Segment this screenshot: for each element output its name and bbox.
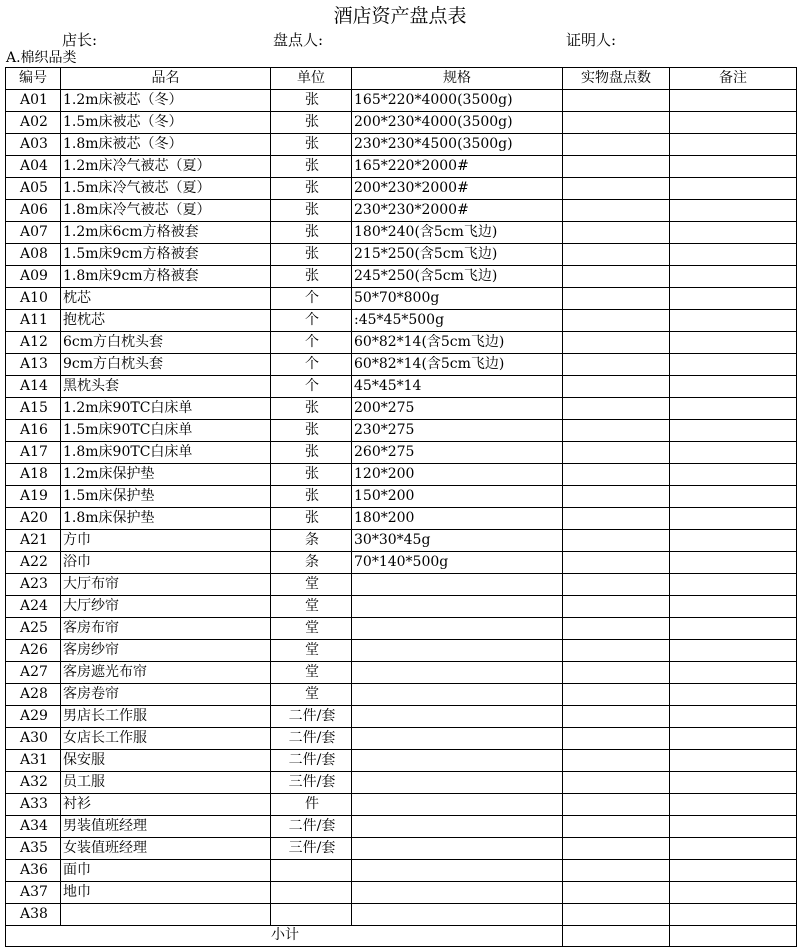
item-note-cell[interactable] <box>670 134 797 156</box>
item-note-cell[interactable] <box>670 354 797 376</box>
item-spec: 120*200 <box>352 464 563 486</box>
item-name: 客房卷帘 <box>61 684 271 706</box>
item-unit: 堂 <box>271 596 352 618</box>
item-count-cell[interactable] <box>563 464 670 486</box>
item-spec: 245*250(含5cm飞边) <box>352 266 563 288</box>
subtotal-row <box>6 926 797 947</box>
item-spec: :45*45*500g <box>352 310 563 332</box>
item-note-cell[interactable] <box>670 882 797 904</box>
table-row <box>6 244 797 266</box>
item-code: A23 <box>6 574 61 596</box>
item-unit: 张 <box>271 200 352 222</box>
item-spec: 215*250(含5cm飞边) <box>352 244 563 266</box>
item-unit: 张 <box>271 486 352 508</box>
item-spec <box>352 640 563 662</box>
item-code: A12 <box>6 332 61 354</box>
table-row <box>6 376 797 398</box>
item-code: A10 <box>6 288 61 310</box>
table-row <box>6 420 797 442</box>
table-row <box>6 640 797 662</box>
item-name: 枕芯 <box>61 288 271 310</box>
item-count-cell[interactable] <box>563 112 670 134</box>
item-spec <box>352 794 563 816</box>
item-code: A26 <box>6 640 61 662</box>
item-code: A07 <box>6 222 61 244</box>
subtotal-label: 小计 <box>6 926 563 947</box>
subtotal-count-cell[interactable] <box>563 926 670 947</box>
item-code: A34 <box>6 816 61 838</box>
item-name: 6cm方白枕头套 <box>61 332 271 354</box>
item-spec: 165*220*2000# <box>352 156 563 178</box>
item-unit: 张 <box>271 134 352 156</box>
item-code: A17 <box>6 442 61 464</box>
item-name: 大厅纱帘 <box>61 596 271 618</box>
item-spec <box>352 684 563 706</box>
table-row <box>6 552 797 574</box>
table-row <box>6 618 797 640</box>
item-name: 1.5m床冷气被芯（夏） <box>61 178 271 200</box>
item-code: A21 <box>6 530 61 552</box>
item-note-cell[interactable] <box>670 156 797 178</box>
table-row <box>6 574 797 596</box>
item-spec <box>352 816 563 838</box>
table-row <box>6 266 797 288</box>
table-row <box>6 662 797 684</box>
item-count-cell[interactable] <box>563 486 670 508</box>
item-code: A22 <box>6 552 61 574</box>
item-note-cell[interactable] <box>670 750 797 772</box>
item-name: 男装值班经理 <box>61 816 271 838</box>
header-name: 品名 <box>61 68 271 90</box>
table-row <box>6 838 797 860</box>
table-row <box>6 860 797 882</box>
subtotal-note-cell[interactable] <box>670 926 797 947</box>
item-count-cell[interactable] <box>563 332 670 354</box>
item-note-cell[interactable] <box>670 486 797 508</box>
item-note-cell[interactable] <box>670 530 797 552</box>
item-code: A06 <box>6 200 61 222</box>
item-name: 女店长工作服 <box>61 728 271 750</box>
item-spec <box>352 706 563 728</box>
item-note-cell[interactable] <box>670 244 797 266</box>
item-count-cell[interactable] <box>563 662 670 684</box>
item-count-cell[interactable] <box>563 640 670 662</box>
header-spec: 规格 <box>352 68 563 90</box>
item-unit: 二件/套 <box>271 728 352 750</box>
item-count-cell[interactable] <box>563 618 670 640</box>
item-note-cell[interactable] <box>670 816 797 838</box>
item-spec: 60*82*14(含5cm飞边) <box>352 354 563 376</box>
item-count-cell[interactable] <box>563 794 670 816</box>
item-count-cell[interactable] <box>563 684 670 706</box>
item-name: 保安服 <box>61 750 271 772</box>
item-code: A29 <box>6 706 61 728</box>
item-spec: 70*140*500g <box>352 552 563 574</box>
item-spec <box>352 574 563 596</box>
item-code: A38 <box>6 904 61 926</box>
item-count-cell[interactable] <box>563 420 670 442</box>
table-row <box>6 134 797 156</box>
item-count-cell[interactable] <box>563 376 670 398</box>
item-note-cell[interactable] <box>670 376 797 398</box>
item-unit: 张 <box>271 112 352 134</box>
item-count-cell[interactable] <box>563 772 670 794</box>
item-unit: 条 <box>271 530 352 552</box>
item-note-cell[interactable] <box>670 596 797 618</box>
item-count-cell[interactable] <box>563 816 670 838</box>
item-code: A30 <box>6 728 61 750</box>
item-note-cell[interactable] <box>670 200 797 222</box>
item-unit: 张 <box>271 178 352 200</box>
inventory-table <box>5 67 797 947</box>
header-unit: 单位 <box>271 68 352 90</box>
item-name: 员工服 <box>61 772 271 794</box>
item-name: 1.8m床90TC白床单 <box>61 442 271 464</box>
item-unit: 张 <box>271 90 352 112</box>
item-spec: 230*275 <box>352 420 563 442</box>
item-note-cell[interactable] <box>670 728 797 750</box>
item-spec <box>352 728 563 750</box>
item-name: 抱枕芯 <box>61 310 271 332</box>
item-count-cell[interactable] <box>563 728 670 750</box>
item-name: 客房布帘 <box>61 618 271 640</box>
item-spec <box>352 618 563 640</box>
item-count-cell[interactable] <box>563 244 670 266</box>
item-code: A04 <box>6 156 61 178</box>
table-row <box>6 530 797 552</box>
item-note-cell[interactable] <box>670 838 797 860</box>
item-name: 地巾 <box>61 882 271 904</box>
item-code: A28 <box>6 684 61 706</box>
item-code: A02 <box>6 112 61 134</box>
table-row <box>6 112 797 134</box>
item-unit: 堂 <box>271 684 352 706</box>
item-spec: 50*70*800g <box>352 288 563 310</box>
item-count-cell[interactable] <box>563 266 670 288</box>
item-note-cell[interactable] <box>670 310 797 332</box>
item-count-cell[interactable] <box>563 904 670 926</box>
item-count-cell[interactable] <box>563 882 670 904</box>
item-spec: 45*45*14 <box>352 376 563 398</box>
item-note-cell[interactable] <box>670 222 797 244</box>
item-spec: 180*240(含5cm飞边) <box>352 222 563 244</box>
item-count-cell[interactable] <box>563 442 670 464</box>
item-count-cell[interactable] <box>563 750 670 772</box>
item-unit: 张 <box>271 508 352 530</box>
item-unit: 堂 <box>271 640 352 662</box>
item-note-cell[interactable] <box>670 860 797 882</box>
item-note-cell[interactable] <box>670 464 797 486</box>
item-spec: 260*275 <box>352 442 563 464</box>
item-note-cell[interactable] <box>670 618 797 640</box>
item-unit: 张 <box>271 464 352 486</box>
item-spec <box>352 882 563 904</box>
item-code: A25 <box>6 618 61 640</box>
item-code: A11 <box>6 310 61 332</box>
table-row <box>6 882 797 904</box>
sheet-title: 酒店资产盘点表 <box>333 5 467 27</box>
item-name: 1.5m床90TC白床单 <box>61 420 271 442</box>
table-row <box>6 442 797 464</box>
item-code: A27 <box>6 662 61 684</box>
item-unit: 张 <box>271 222 352 244</box>
table-row <box>6 706 797 728</box>
item-name: 1.8m床冷气被芯（夏） <box>61 200 271 222</box>
item-unit: 三件/套 <box>271 772 352 794</box>
item-code: A16 <box>6 420 61 442</box>
item-note-cell[interactable] <box>670 332 797 354</box>
item-unit: 个 <box>271 354 352 376</box>
table-row <box>6 772 797 794</box>
item-unit <box>271 904 352 926</box>
item-count-cell[interactable] <box>563 134 670 156</box>
item-spec: 200*275 <box>352 398 563 420</box>
item-code: A35 <box>6 838 61 860</box>
item-count-cell[interactable] <box>563 860 670 882</box>
item-name: 客房遮光布帘 <box>61 662 271 684</box>
item-name: 1.8m床被芯（冬） <box>61 134 271 156</box>
item-count-cell[interactable] <box>563 222 670 244</box>
item-name: 1.2m床90TC白床单 <box>61 398 271 420</box>
table-row <box>6 332 797 354</box>
item-spec: 200*230*4000(3500g) <box>352 112 563 134</box>
header-note: 备注 <box>670 68 797 90</box>
item-note-cell[interactable] <box>670 552 797 574</box>
item-code: A37 <box>6 882 61 904</box>
item-name: 1.5m床保护垫 <box>61 486 271 508</box>
item-spec: 165*220*4000(3500g) <box>352 90 563 112</box>
item-name <box>61 904 271 926</box>
item-note-cell[interactable] <box>670 288 797 310</box>
item-unit: 张 <box>271 156 352 178</box>
item-code: A36 <box>6 860 61 882</box>
item-name: 男店长工作服 <box>61 706 271 728</box>
item-unit: 个 <box>271 288 352 310</box>
item-unit: 个 <box>271 332 352 354</box>
item-count-cell[interactable] <box>563 200 670 222</box>
item-count-cell[interactable] <box>563 310 670 332</box>
item-code: A14 <box>6 376 61 398</box>
item-spec <box>352 596 563 618</box>
item-code: A24 <box>6 596 61 618</box>
table-row <box>6 508 797 530</box>
item-note-cell[interactable] <box>670 508 797 530</box>
item-spec: 200*230*2000# <box>352 178 563 200</box>
item-unit: 二件/套 <box>271 750 352 772</box>
item-spec: 230*230*2000# <box>352 200 563 222</box>
item-unit: 三件/套 <box>271 838 352 860</box>
item-spec: 150*200 <box>352 486 563 508</box>
table-row <box>6 398 797 420</box>
item-name: 客房纱帘 <box>61 640 271 662</box>
item-unit: 张 <box>271 442 352 464</box>
header-row <box>6 68 797 90</box>
table-row <box>6 816 797 838</box>
section-label: A.棉织品类 <box>6 50 77 66</box>
item-note-cell[interactable] <box>670 640 797 662</box>
item-unit: 个 <box>271 376 352 398</box>
item-spec <box>352 860 563 882</box>
item-note-cell[interactable] <box>670 178 797 200</box>
item-note-cell[interactable] <box>670 574 797 596</box>
item-code: A03 <box>6 134 61 156</box>
item-code: A13 <box>6 354 61 376</box>
item-name: 1.5m床被芯（冬） <box>61 112 271 134</box>
table-row <box>6 684 797 706</box>
item-code: A33 <box>6 794 61 816</box>
item-code: A20 <box>6 508 61 530</box>
item-code: A32 <box>6 772 61 794</box>
item-name: 1.5m床9cm方格被套 <box>61 244 271 266</box>
item-code: A01 <box>6 90 61 112</box>
item-spec: 30*30*45g <box>352 530 563 552</box>
item-code: A18 <box>6 464 61 486</box>
item-unit: 堂 <box>271 618 352 640</box>
item-note-cell[interactable] <box>670 266 797 288</box>
item-count-cell[interactable] <box>563 552 670 574</box>
item-count-cell[interactable] <box>563 706 670 728</box>
table-row <box>6 464 797 486</box>
item-count-cell[interactable] <box>563 574 670 596</box>
item-code: A05 <box>6 178 61 200</box>
item-unit: 张 <box>271 420 352 442</box>
item-unit: 张 <box>271 244 352 266</box>
item-note-cell[interactable] <box>670 684 797 706</box>
item-note-cell[interactable] <box>670 794 797 816</box>
counter-signature-label: 盘点人: <box>273 31 324 49</box>
table-row <box>6 728 797 750</box>
table-row <box>6 90 797 112</box>
item-unit <box>271 860 352 882</box>
item-unit: 条 <box>271 552 352 574</box>
item-name: 女装值班经理 <box>61 838 271 860</box>
item-name: 方巾 <box>61 530 271 552</box>
item-code: A15 <box>6 398 61 420</box>
item-code: A31 <box>6 750 61 772</box>
item-unit: 堂 <box>271 662 352 684</box>
table-row <box>6 354 797 376</box>
item-name: 1.8m床9cm方格被套 <box>61 266 271 288</box>
item-spec: 60*82*14(含5cm飞边) <box>352 332 563 354</box>
item-name: 1.2m床6cm方格被套 <box>61 222 271 244</box>
table-row <box>6 486 797 508</box>
item-spec: 230*230*4500(3500g) <box>352 134 563 156</box>
item-count-cell[interactable] <box>563 508 670 530</box>
item-spec <box>352 838 563 860</box>
item-unit: 堂 <box>271 574 352 596</box>
item-note-cell[interactable] <box>670 706 797 728</box>
item-count-cell[interactable] <box>563 156 670 178</box>
item-unit: 个 <box>271 310 352 332</box>
item-count-cell[interactable] <box>563 530 670 552</box>
item-unit: 张 <box>271 398 352 420</box>
table-row <box>6 750 797 772</box>
item-code: A09 <box>6 266 61 288</box>
item-count-cell[interactable] <box>563 398 670 420</box>
item-name: 衬衫 <box>61 794 271 816</box>
item-count-cell[interactable] <box>563 90 670 112</box>
item-name: 1.2m床被芯（冬） <box>61 90 271 112</box>
item-note-cell[interactable] <box>670 112 797 134</box>
witness-signature-label: 证明人: <box>566 31 617 49</box>
item-unit: 张 <box>271 266 352 288</box>
item-note-cell[interactable] <box>670 90 797 112</box>
item-unit: 件 <box>271 794 352 816</box>
item-count-cell[interactable] <box>563 838 670 860</box>
table-row <box>6 794 797 816</box>
item-code: A08 <box>6 244 61 266</box>
item-name: 9cm方白枕头套 <box>61 354 271 376</box>
item-note-cell[interactable] <box>670 420 797 442</box>
item-name: 面巾 <box>61 860 271 882</box>
item-note-cell[interactable] <box>670 904 797 926</box>
item-name: 大厅布帘 <box>61 574 271 596</box>
item-note-cell[interactable] <box>670 398 797 420</box>
item-unit <box>271 882 352 904</box>
item-spec <box>352 750 563 772</box>
table-row <box>6 200 797 222</box>
header-count: 实物盘点数 <box>563 68 670 90</box>
table-row <box>6 904 797 926</box>
item-count-cell[interactable] <box>563 288 670 310</box>
manager-signature-label: 店长: <box>62 31 98 49</box>
item-count-cell[interactable] <box>563 354 670 376</box>
item-name: 黑枕头套 <box>61 376 271 398</box>
item-unit: 二件/套 <box>271 706 352 728</box>
item-spec <box>352 772 563 794</box>
table-row <box>6 596 797 618</box>
item-note-cell[interactable] <box>670 442 797 464</box>
item-name: 1.2m床冷气被芯（夏） <box>61 156 271 178</box>
table-row <box>6 222 797 244</box>
item-name: 浴巾 <box>61 552 271 574</box>
item-code: A19 <box>6 486 61 508</box>
item-name: 1.8m床保护垫 <box>61 508 271 530</box>
item-spec <box>352 904 563 926</box>
item-spec: 180*200 <box>352 508 563 530</box>
item-name: 1.2m床保护垫 <box>61 464 271 486</box>
item-count-cell[interactable] <box>563 178 670 200</box>
table-row <box>6 156 797 178</box>
item-unit: 二件/套 <box>271 816 352 838</box>
table-row <box>6 310 797 332</box>
header-code: 编号 <box>6 68 61 90</box>
table-row <box>6 288 797 310</box>
item-note-cell[interactable] <box>670 662 797 684</box>
item-note-cell[interactable] <box>670 772 797 794</box>
item-spec <box>352 662 563 684</box>
item-count-cell[interactable] <box>563 596 670 618</box>
table-row <box>6 178 797 200</box>
